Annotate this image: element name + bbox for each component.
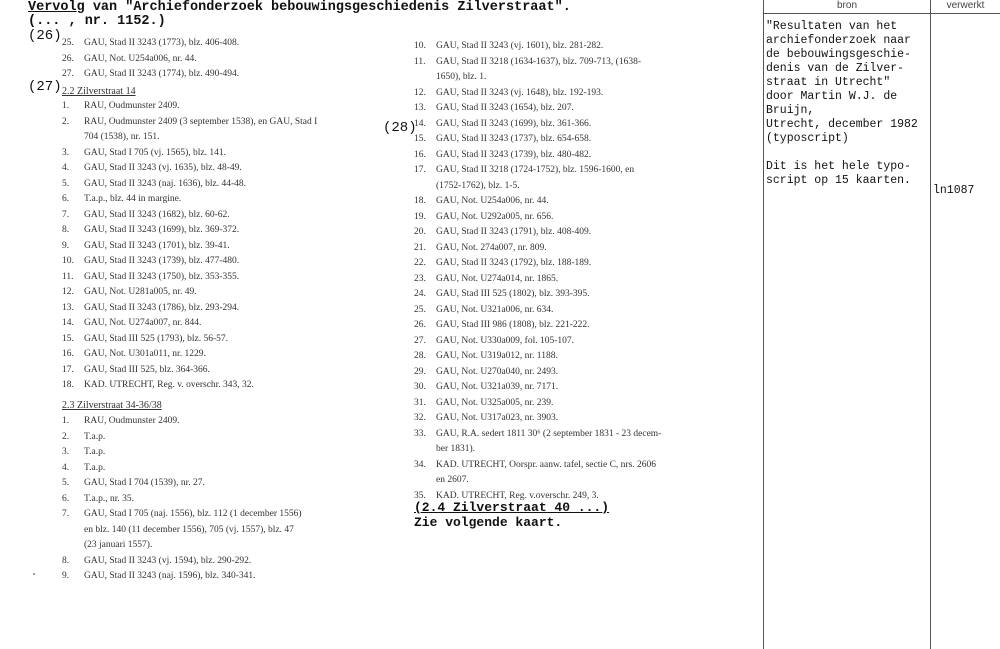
note-text: GAU, Stad II 3243 (1774), blz. 490-494.: [84, 69, 240, 79]
column-header-bron: bron: [836, 0, 857, 11]
note-number: 1.: [62, 101, 70, 111]
note-number: 28.: [414, 351, 426, 361]
note-number: 2.: [62, 116, 70, 127]
note-text: GAU, Stad II 3243 (1699), blz. 361-366.: [436, 118, 592, 129]
note-text: GAU, Stad II 3243 (naj. 1596), blz. 340-341.: [84, 571, 256, 581]
note-text: GAU, Stad III 525 (1802), blz. 393-395.: [436, 289, 590, 299]
note-entry: [414, 163, 661, 179]
note-text: GAU, Stad II 3243 (1739), blz. 477-480.: [84, 256, 240, 266]
notes-list-2-2: [62, 99, 317, 394]
note-number: 27.: [62, 69, 74, 79]
note-number: 31.: [414, 397, 426, 408]
note-entry: [62, 161, 317, 177]
note-number: 18.: [414, 196, 426, 206]
note-text: 704 (1538), nr. 151.: [84, 132, 160, 142]
note-entry: [414, 39, 661, 55]
section-heading-2-2: 2.2 Zilverstraat 14: [62, 86, 136, 97]
note-number: 35.: [414, 490, 426, 501]
note-entry: [62, 378, 317, 394]
note-text: GAU, R.A. sedert 1811 30⁶ (2 september 1831 - 23 decem-: [436, 428, 662, 439]
note-number: 16.: [62, 349, 74, 359]
note-text: (23 januari 1557).: [84, 540, 153, 550]
card-heading: [28, 0, 571, 15]
notes-list-top: [62, 36, 239, 83]
note-text: GAU, Stad II 3243 (1773), blz. 406-408.: [84, 38, 240, 48]
note-number: 30.: [414, 382, 426, 392]
note-text: GAU, Stad II 3243 (vj. 1635), blz. 48-49.: [84, 163, 242, 173]
note-text: GAU, Stad II 3243 (1737), blz. 654-658.: [436, 134, 592, 144]
note-text: en blz. 140 (11 december 1556), 705 (vj. 1557), blz. 47: [84, 524, 294, 535]
note-entry: [414, 349, 661, 365]
note-number: 18.: [62, 380, 74, 390]
note-number: 5.: [62, 178, 70, 189]
note-entry: [414, 458, 661, 474]
note-number: 3.: [62, 447, 70, 457]
note-text: RAU, Oudmunster 2409.: [84, 101, 180, 111]
note-number: 23.: [414, 273, 426, 284]
note-text: GAU, Stad I 705 (vj. 1565), blz. 141.: [84, 147, 226, 158]
ref-tag-27: (27): [28, 79, 62, 95]
note-number: 2.: [62, 431, 70, 442]
note-text: GAU, Stad III 525 (1793), blz. 56-57.: [84, 333, 229, 344]
notes-list-middle: [414, 39, 661, 504]
note-entry: [414, 303, 661, 319]
note-entry: [62, 285, 317, 301]
note-entry: [414, 225, 661, 241]
processed-code: ln1087: [933, 184, 975, 197]
note-entry: [62, 332, 317, 348]
note-text: GAU, Stad II 3243 (naj. 1636), blz. 44-48.: [84, 178, 247, 189]
note-entry: [62, 507, 302, 523]
note-entry: [62, 67, 239, 83]
bron-column-divider: [763, 0, 764, 649]
note-entry: [414, 117, 661, 133]
note-text: T.a.p., blz. 44 in margine.: [84, 194, 182, 204]
note-text: GAU, Not. U325a005, nr. 239.: [436, 397, 554, 408]
note-number: 26.: [62, 53, 74, 64]
column-header-verwerkt: verwerkt: [946, 0, 985, 11]
note-text: GAU, Not. U254a006, nr. 44.: [84, 53, 197, 64]
note-text: GAU, Stad II 3243 (1701), blz. 39-41.: [84, 240, 230, 251]
next-card-section: (2.4 Zilverstraat 40 ...): [414, 500, 610, 515]
note-text: GAU, Not. U292a005, nr. 656.: [436, 211, 554, 222]
heading-reference: (... , nr. 1152.): [28, 14, 166, 29]
note-entry: [414, 380, 661, 396]
note-entry: [414, 334, 661, 350]
note-number: 15.: [414, 134, 426, 144]
note-entry: [414, 427, 661, 443]
note-number: 15.: [62, 333, 74, 344]
note-number: 10.: [414, 41, 426, 51]
note-number: 26.: [414, 320, 426, 330]
note-text: RAU, Oudmunster 2409.: [84, 416, 180, 426]
note-entry: [414, 194, 661, 210]
note-entry: [414, 318, 661, 334]
note-text: GAU, Not. U254a006, nr. 44.: [436, 196, 549, 206]
note-entry-continuation: [414, 179, 661, 195]
note-number: 13.: [414, 103, 426, 113]
note-text: GAU, Not. U319a012, nr. 1188.: [436, 351, 558, 361]
note-text: GAU, Stad II 3243 (1750), blz. 353-355.: [84, 271, 240, 282]
note-entry: [62, 270, 317, 286]
note-entry: [62, 99, 317, 115]
note-entry: [62, 461, 302, 477]
note-text: en 2607.: [436, 475, 469, 485]
note-number: 17.: [414, 165, 426, 175]
note-text: T.a.p.: [84, 462, 106, 473]
note-number: 24.: [414, 289, 426, 299]
note-entry: [62, 223, 317, 239]
note-number: 29.: [414, 366, 426, 377]
note-entry-continuation: [414, 442, 661, 458]
note-text: GAU, Not. U281a005, nr. 49.: [84, 287, 197, 297]
note-entry: [414, 241, 661, 257]
note-number: 34.: [414, 459, 426, 470]
note-text: GAU, Stad II 3243 (vj. 1601), blz. 281-282.: [436, 41, 604, 51]
note-number: 6.: [62, 194, 70, 204]
note-entry: [62, 254, 317, 270]
note-text: GAU, Not. U274a007, nr. 844.: [84, 318, 202, 328]
note-number: 27.: [414, 335, 426, 346]
note-entry: [62, 476, 302, 492]
note-entry: [62, 52, 239, 68]
note-entry: [414, 287, 661, 303]
note-number: 19.: [414, 211, 426, 222]
note-text: GAU, Stad II 3243 (1654), blz. 207.: [436, 103, 574, 113]
note-number: 10.: [62, 256, 74, 266]
note-entry: [62, 146, 317, 162]
note-text: GAU, Stad II 3243 (1699), blz. 369-372.: [84, 225, 240, 235]
note-entry: [414, 86, 661, 102]
note-entry: [414, 396, 661, 412]
note-number: 11.: [414, 56, 426, 67]
note-number: 32.: [414, 413, 426, 423]
note-entry: [62, 430, 302, 446]
note-entry: [62, 36, 239, 52]
source-description: "Resultaten van het archiefonderzoek naar de bebouwingsgeschie- denis van de Zilver- straat in Utrecht" door Martin W.J. de Bruijn, Utrecht, december 1982 (typoscript) Dit is het hele typo- script op 15 kaarten.: [766, 20, 918, 187]
note-entry: [414, 256, 661, 272]
note-entry-continuation: [62, 523, 302, 539]
note-text: GAU, Stad II 3218 (1634-1637), blz. 709-713, (1638-: [436, 56, 642, 67]
note-entry: [62, 115, 317, 131]
note-text: GAU, Stad III 525, blz. 364-366.: [84, 364, 210, 375]
note-number: 33.: [414, 428, 426, 439]
heading-prefix: Vervolg: [28, 0, 85, 15]
ref-tag-26: (26): [28, 28, 62, 44]
note-number: 8.: [62, 555, 70, 566]
note-entry: [62, 445, 302, 461]
note-entry: [62, 347, 317, 363]
note-number: 1.: [62, 416, 70, 426]
note-text: GAU, Stad I 705 (naj. 1556), blz. 112 (1 december 1556): [84, 509, 302, 519]
note-text: GAU, Stad II 3243 (1682), blz. 60-62.: [84, 209, 230, 220]
note-entry: [414, 148, 661, 164]
note-number: 8.: [62, 225, 70, 235]
note-number: 5.: [62, 478, 70, 488]
note-entry: [62, 363, 317, 379]
note-number: 6.: [62, 493, 70, 504]
section-heading-2-3: 2.3 Zilverstraat 34-36/38: [62, 400, 162, 411]
heading-title: van "Archiefonderzoek bebouwingsgeschiedenis Zilverstraat".: [84, 0, 571, 15]
note-text: GAU, Not. U317a023, nr. 3903.: [436, 413, 559, 423]
note-entry: [414, 210, 661, 226]
note-number: 11.: [62, 271, 74, 282]
note-number: 12.: [62, 287, 74, 297]
note-number: 12.: [414, 87, 426, 98]
note-text: GAU, Stad II 3243 (vj. 1648), blz. 192-193.: [436, 87, 604, 98]
note-number: 21.: [414, 242, 426, 253]
note-entry: [414, 272, 661, 288]
stray-mark: [33, 573, 35, 575]
note-number: 7.: [62, 509, 70, 519]
note-entry: [62, 208, 317, 224]
note-number: 17.: [62, 364, 74, 375]
note-text: GAU, Stad III 986 (1808), blz. 221-222.: [436, 320, 590, 330]
note-text: 1650), blz. 1.: [436, 72, 487, 82]
note-entry: [414, 365, 661, 381]
note-text: KAD. UTRECHT, Reg. v.overschr. 249, 3.: [436, 490, 599, 501]
note-entry: [414, 411, 661, 427]
note-number: 7.: [62, 209, 70, 220]
note-text: GAU, Stad II 3243 (1791), blz. 408-409.: [436, 227, 592, 237]
note-text: GAU, Not. U274a014, nr. 1865.: [436, 273, 559, 284]
note-number: 4.: [62, 462, 70, 473]
note-text: GAU, Not. U330a009, fol. 105-107.: [436, 335, 575, 346]
note-text: GAU, Not. U321a006, nr. 634.: [436, 304, 554, 315]
note-text: (1752-1762), blz. 1-5.: [436, 180, 520, 191]
notes-list-2-3: [62, 414, 302, 585]
note-entry: [414, 132, 661, 148]
note-number: 16.: [414, 149, 426, 160]
note-entry: [62, 301, 317, 317]
note-text: KAD. UTRECHT, Oorspr. aanw. tafel, sectie C, nrs. 2606: [436, 459, 657, 470]
note-number: 14.: [414, 118, 426, 129]
note-text: GAU, Not. 274a007, nr. 809.: [436, 242, 547, 253]
note-text: T.a.p.: [84, 431, 106, 442]
note-entry: [62, 554, 302, 570]
note-text: T.a.p., nr. 35.: [84, 493, 134, 504]
note-entry: [62, 414, 302, 430]
note-text: GAU, Not. U270a040, nr. 2493.: [436, 366, 559, 377]
note-number: 25.: [414, 304, 426, 315]
note-number: 4.: [62, 163, 70, 173]
note-entry-continuation: [414, 473, 661, 489]
note-entry: [62, 316, 317, 332]
note-entry: [62, 492, 302, 508]
note-number: 9.: [62, 571, 70, 581]
note-entry-continuation: [62, 130, 317, 146]
note-text: GAU, Stad II 3243 (1792), blz. 188-189.: [436, 258, 592, 268]
note-text: GAU, Stad I 704 (1539), nr. 27.: [84, 478, 205, 488]
note-number: 22.: [414, 258, 426, 268]
note-number: 25.: [62, 38, 74, 48]
note-number: 9.: [62, 240, 70, 251]
note-entry-continuation: [62, 538, 302, 554]
note-text: RAU, Oudmunster 2409 (3 september 1538), en GAU, Stad I: [84, 116, 318, 127]
next-card-note: [414, 500, 609, 530]
note-number: 3.: [62, 147, 70, 158]
note-entry: [414, 55, 661, 71]
note-text: GAU, Stad II 3218 (1724-1752), blz. 1596-1600, en: [436, 165, 635, 175]
note-entry-continuation: [414, 70, 661, 86]
note-number: 20.: [414, 227, 426, 237]
note-text: GAU, Not. U301a011, nr. 1229.: [84, 349, 206, 359]
note-text: T.a.p.: [84, 447, 106, 457]
note-entry: [62, 192, 317, 208]
note-text: GAU, Not. U321a039, nr. 7171.: [436, 382, 559, 392]
header-rule: [763, 13, 1000, 14]
next-card-hint: Zie volgende kaart.: [414, 515, 563, 530]
note-entry: [62, 239, 317, 255]
note-number: 13.: [62, 302, 74, 313]
note-text: GAU, Stad II 3243 (1786), blz. 293-294.: [84, 302, 240, 313]
note-text: GAU, Stad II 3243 (1739), blz. 480-482.: [436, 149, 592, 160]
note-entry: [414, 101, 661, 117]
note-entry: [62, 177, 317, 193]
note-text: ber 1831).: [436, 444, 476, 454]
note-number: 14.: [62, 318, 74, 328]
note-text: KAD. UTRECHT, Reg. v. overschr. 343, 32.: [84, 380, 254, 390]
note-text: GAU, Stad II 3243 (vj. 1594), blz. 290-292.: [84, 555, 252, 566]
note-entry: [62, 569, 302, 585]
ref-tag-28: (28): [383, 120, 417, 136]
